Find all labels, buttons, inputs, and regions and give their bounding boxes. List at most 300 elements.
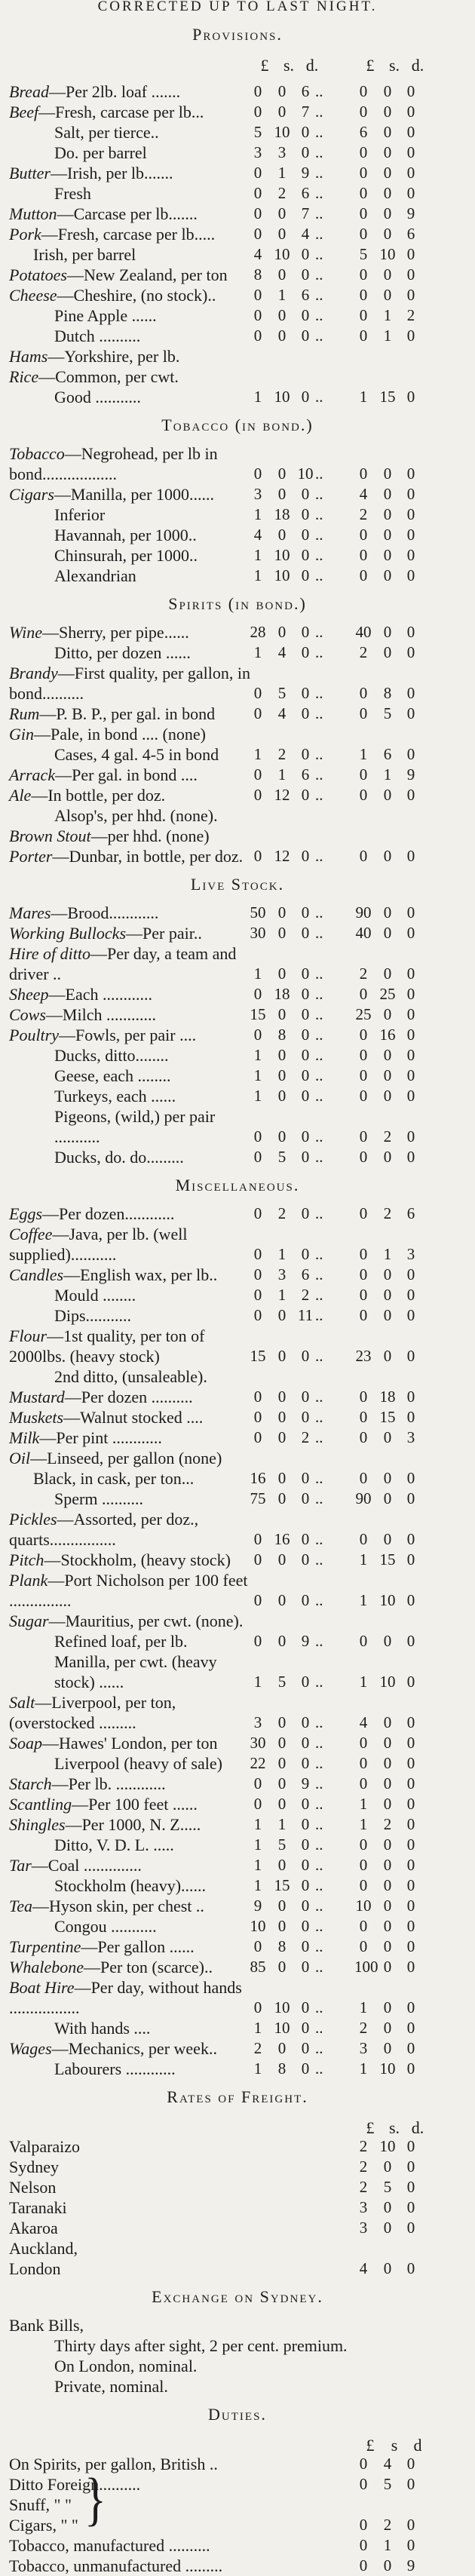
price-value: 10 [250,1917,266,1935]
price-value: 1 [383,327,392,345]
price-value: 0 [277,1958,287,1976]
price-value: 9 [301,1774,310,1792]
item-detail: —Hyson skin, per chest .. [32,1897,204,1915]
item-detail: —Negrohead, per lb in bond.................. [9,444,218,483]
section-heading: Exchange on Sydney. [152,2287,323,2306]
item-name: Poultry [9,1026,59,1044]
dots-separator: .. [315,103,323,121]
price-value: 0 [383,1046,392,1064]
price-value: 10 [297,465,314,483]
price-value: 4 [359,2259,368,2277]
price-row [0,326,475,346]
price-value: 0 [277,526,287,544]
dots-separator: .. [315,1754,323,1772]
dots-separator: .. [315,1347,323,1365]
price-value: 7 [301,103,310,121]
price-value: 18 [274,505,290,523]
price-value: 0 [253,1388,262,1406]
price-value: 0 [383,1469,392,1487]
price-row [0,81,475,102]
dots-separator: .. [315,1066,323,1084]
price-value: 0 [406,1754,415,1772]
freight-row [0,2136,475,2157]
price-value: 0 [301,985,310,1003]
price-value: 1 [253,1876,262,1894]
price-value: 0 [406,2455,415,2473]
duty-description: Snuff, " " [9,2495,72,2514]
section-heading: Rates of Freight. [167,2087,308,2106]
price-value: 0 [277,327,287,345]
item-name: Hams [9,347,48,366]
price-value: 10 [355,1897,372,1915]
price-value: 0 [301,1046,310,1064]
price-row [0,1489,475,1509]
price-value: 0 [383,2556,392,2574]
price-value: 0 [301,143,310,161]
price-value: 0 [406,164,415,182]
item-detail: Fresh [54,184,91,203]
price-value: 2 [253,2039,262,2057]
price-value: 0 [301,643,310,661]
freight-row [0,2218,475,2238]
price-value: 0 [277,1046,287,1064]
item-detail: —Mechanics, per week.. [51,2039,217,2058]
item-detail: Inferior [54,505,106,524]
price-value: 50 [250,903,266,922]
price-value: 0 [383,566,392,584]
price-value: 2 [359,2137,368,2155]
item-detail: Manilla, per cwt. (heavy stock) ...... [54,1652,217,1691]
price-value: 0 [406,903,415,922]
duty-row [0,2556,475,2576]
price-value: 0 [359,1046,368,1064]
price-value: 0 [383,1998,392,2016]
dots-separator: .. [315,1815,323,1833]
price-row [0,1004,475,1025]
price-value: 0 [406,245,415,263]
dots-separator: .. [315,1469,323,1487]
item-detail: Ducks, ditto........ [54,1046,169,1065]
price-row [0,484,475,504]
price-value: 0 [301,1815,310,1833]
price-row [0,244,475,265]
price-value: 0 [359,184,368,202]
price-value: 90 [355,903,372,922]
item-detail: —Stockholm, (heavy stock) [44,1550,231,1569]
price-value: 15 [379,1408,396,1426]
price-value: 0 [301,1087,310,1105]
price-value: 2 [277,184,287,202]
item-detail: Salt, per tierce.. [54,123,159,142]
dots-separator: .. [315,1998,323,2016]
item-name: Pitch [9,1550,44,1569]
price-value: 3 [253,143,262,161]
price-value: 2 [359,2178,368,2196]
item-detail: —In bottle, per doz. [31,786,166,805]
price-value: 0 [359,1408,368,1426]
dots-separator: .. [315,1489,323,1507]
price-value: 0 [253,286,262,304]
price-value: 0 [406,184,415,202]
duty-row [0,2474,475,2495]
price-value: 0 [253,1632,262,1650]
price-value: 0 [277,924,287,942]
price-value: 15 [274,1876,290,1894]
item-name: Bread [9,82,49,101]
price-value: 2 [383,1127,392,1145]
price-value: 2 [359,505,368,523]
price-value: 1 [359,1795,368,1813]
price-row [0,1305,475,1326]
item-name: Coffee [9,1225,53,1244]
price-value: 0 [406,1673,415,1691]
price-value: 0 [359,2556,368,2574]
price-value: 0 [383,82,392,100]
section-heading: Miscellaneous. [175,1176,300,1194]
item-detail: —Brood............ [51,903,159,922]
freight-row [0,2238,475,2259]
item-name: Turpentine [9,1937,81,1956]
item-detail: —Cheshire, (no stock).. [57,286,216,305]
price-value: 0 [406,1148,415,1166]
price-value: 0 [277,306,287,324]
column-header: s. [283,56,295,75]
price-value: 0 [359,1469,368,1487]
price-row [0,1066,475,1086]
price-row [0,1631,475,1651]
price-row [0,102,475,122]
price-row [0,903,475,923]
price-value: 0 [301,745,310,763]
price-value: 0 [359,847,368,865]
item-detail: —Per pair.. [126,924,202,943]
price-value: 0 [359,2475,368,2493]
price-value: 0 [359,1204,368,1222]
duty-row [0,2454,475,2474]
price-value: 0 [301,1734,310,1752]
price-value: 0 [406,684,415,702]
price-value: 0 [383,643,392,661]
price-value: 0 [383,1795,392,1813]
price-row [0,805,475,826]
price-value: 0 [383,164,392,182]
price-row [0,1957,475,1977]
exchange-line: Bank Bills, [9,2316,84,2335]
price-value: 10 [274,1998,290,2016]
price-value: 0 [301,1469,310,1487]
dots-separator: .. [315,388,323,406]
price-row [0,744,475,765]
price-row [0,2018,475,2038]
price-value: 0 [406,1489,415,1507]
price-value: 0 [383,847,392,865]
price-value: 4 [359,1713,368,1731]
price-value: 1 [253,2019,262,2037]
price-value: 9 [406,2556,415,2574]
price-value: 0 [301,2019,310,2037]
price-value: 1 [253,1046,262,1064]
price-value: 1 [253,1066,262,1084]
price-value: 0 [406,2198,415,2216]
price-value: 2 [406,306,415,324]
price-value: 0 [359,1876,368,1894]
price-value: 0 [359,225,368,243]
price-value: 9 [301,164,310,182]
price-value: 10 [379,2059,396,2078]
item-detail: —Per pint ............ [39,1428,162,1447]
price-value: 0 [406,786,415,804]
price-value: 0 [253,704,262,722]
price-value: 0 [253,985,262,1003]
price-value: 5 [277,1148,287,1166]
price-value: 0 [383,1897,392,1915]
price-value: 9 [406,765,415,784]
dots-separator: .. [315,2059,323,2078]
dots-separator: .. [315,1046,323,1064]
price-value: 0 [301,903,310,922]
item-detail: —Linseed, per gallon (none) [30,1449,222,1467]
price-value: 25 [379,985,396,1003]
price-value: 0 [359,1917,368,1935]
price-value: 0 [253,103,262,121]
item-name: Rum [9,704,40,723]
brace-glyph: } [84,2467,106,2532]
price-value: 8 [383,684,392,702]
price-row [0,1407,475,1428]
price-row [0,183,475,204]
price-value: 0 [277,1005,287,1023]
price-value: 0 [359,2516,368,2534]
price-value: 0 [406,1856,415,1874]
price-value: 0 [406,526,415,544]
item-name: Working Bullocks [9,924,126,943]
dots-separator: .. [315,566,323,584]
price-value: 0 [301,924,310,942]
column-header: £ [366,2118,375,2137]
column-header: d. [411,56,424,75]
price-value: 16 [379,1026,396,1044]
price-value: 0 [301,1713,310,1731]
price-value: 0 [301,1856,310,1874]
duty-description: Tobacco, manufactured .......... [9,2536,210,2555]
price-value: 1 [277,164,287,182]
price-value: 0 [359,1530,368,1548]
item-detail: Black, in cask, per ton... [33,1469,195,1488]
item-detail: Good ........... [54,388,141,406]
price-row [0,622,475,642]
item-description [0,1448,475,1468]
price-value: 0 [406,2219,415,2237]
price-value: 0 [359,286,368,304]
dots-separator: .. [315,505,323,523]
price-value: 0 [301,1937,310,1955]
price-value: 0 [383,964,392,983]
price-row [0,1045,475,1066]
price-value: 2 [301,1286,310,1304]
dots-separator: .. [315,1591,323,1609]
price-value: 5 [383,2178,392,2196]
price-row [0,846,475,866]
price-value: 0 [277,265,287,284]
price-value: 9 [406,204,415,222]
price-value: 0 [406,2475,415,2493]
price-value: 90 [355,1489,372,1507]
dots-separator: .. [315,1673,323,1691]
price-value: 0 [253,204,262,222]
item-name: Oil [9,1449,31,1467]
price-value: 0 [253,1306,262,1324]
price-value: 0 [277,1066,287,1084]
dots-separator: .. [315,143,323,161]
column-header: d. [305,56,319,75]
item-detail: —Walnut stocked .... [63,1408,204,1427]
section-heading: Duties. [208,2405,267,2424]
price-value: 0 [277,1127,287,1145]
price-value: 0 [253,1204,262,1222]
price-value: 0 [359,1774,368,1792]
price-value: 0 [383,924,392,942]
price-row [0,525,475,545]
column-header: £ [366,2436,375,2455]
price-value: 1 [277,1815,287,1833]
freight-place: Taranaki [9,2198,67,2217]
item-detail: —Fresh, carcase per lb..... [41,225,216,244]
dots-separator: .. [315,164,323,182]
price-row [0,1835,475,1855]
item-name: Gin [9,725,34,744]
price-value: 0 [406,1265,415,1283]
price-value: 3 [253,1713,262,1731]
price-value: 0 [301,1204,310,1222]
price-value: 0 [277,1734,287,1752]
column-header: £ [366,56,375,75]
item-description [0,724,475,744]
price-value: 0 [359,765,368,784]
dots-separator: .. [315,765,323,784]
price-value: 0 [406,1815,415,1833]
price-value: 0 [406,1591,415,1609]
price-value: 0 [406,546,415,564]
item-detail: —Per gal. in bond .... [55,765,198,784]
price-value: 0 [359,1388,368,1406]
price-value: 0 [253,1795,262,1813]
item-name: Muskets [9,1408,64,1427]
price-value: 0 [277,485,287,503]
item-detail: —Yorkshire, per lb. [48,347,180,366]
price-value: 1 [253,2059,262,2078]
price-value: 0 [359,1306,368,1324]
price-value: 0 [301,704,310,722]
price-value: 0 [301,1958,310,1976]
item-name: Milk [9,1428,40,1447]
price-value: 0 [359,1428,368,1446]
price-value: 0 [253,1774,262,1792]
item-detail: —Port Nicholson per 100 feet ............... [9,1571,248,1610]
price-row [0,1448,475,1468]
price-row [0,826,475,846]
price-row [0,163,475,183]
price-value: 15 [250,1347,266,1365]
item-detail: Geese, each ........ [54,1066,171,1085]
price-value: 0 [359,465,368,483]
price-value: 1 [277,286,287,304]
dots-separator: .. [315,1958,323,1976]
price-value: 0 [406,643,415,661]
price-value: 0 [406,745,415,763]
item-detail: Stockholm (heavy)...... [54,1876,207,1895]
price-row [0,1733,475,1753]
item-detail: —Each ............ [48,985,152,1004]
price-value: 0 [383,103,392,121]
price-value: 0 [277,204,287,222]
price-value: 5 [359,245,368,263]
item-detail: Pigeons, (wild,) per pair ........... [54,1107,216,1146]
price-value: 0 [406,2019,415,2037]
item-name: Butter [9,164,51,182]
item-detail: —Mauritius, per cwt. (none). [48,1612,244,1630]
price-value: 5 [277,1835,287,1854]
price-value: 0 [406,2259,415,2277]
price-row [0,566,475,586]
price-value: 2 [359,2157,368,2176]
item-name: Tobacco [9,444,65,463]
item-detail: —Common, per cwt. [38,367,179,386]
price-value: 8 [253,265,262,284]
dots-separator: .. [315,327,323,345]
item-name: Wine [9,623,42,642]
dots-separator: .. [315,184,323,202]
item-detail: —Per dozen .......... [64,1388,193,1406]
price-value: 0 [406,265,415,284]
price-value: 0 [406,847,415,865]
price-value: 0 [359,1286,368,1304]
price-value: 0 [406,327,415,345]
dots-separator: .. [315,1245,323,1263]
price-value: 0 [253,1998,262,2016]
price-value: 0 [406,123,415,141]
price-value: 0 [406,1835,415,1854]
item-name: Candles [9,1265,64,1284]
price-value: 0 [406,1550,415,1569]
price-value: 5 [277,684,287,702]
price-row [0,724,475,744]
price-value: 12 [274,786,290,804]
item-detail: Havannah, per 1000.. [54,526,197,544]
price-value: 0 [406,485,415,503]
price-value: 0 [301,265,310,284]
price-row [0,387,475,407]
price-value: 0 [277,1713,287,1731]
price-row [0,923,475,943]
dots-separator: .. [315,985,323,1003]
price-value: 0 [301,847,310,865]
price-value: 0 [277,623,287,641]
price-row [0,122,475,143]
dots-separator: .. [315,1148,323,1166]
price-value: 0 [253,684,262,702]
column-header-row [0,2115,475,2136]
dots-separator: .. [315,1286,323,1304]
price-value: 0 [406,1408,415,1426]
price-value: 4 [253,245,262,263]
price-value: 0 [406,1958,415,1976]
price-value: 0 [359,526,368,544]
duty-description: Tobacco, unmanufactured ......... [9,2556,223,2575]
item-description [0,826,475,846]
price-row [0,1570,475,1611]
price-value: 0 [277,1306,287,1324]
price-value: 10 [274,123,290,141]
